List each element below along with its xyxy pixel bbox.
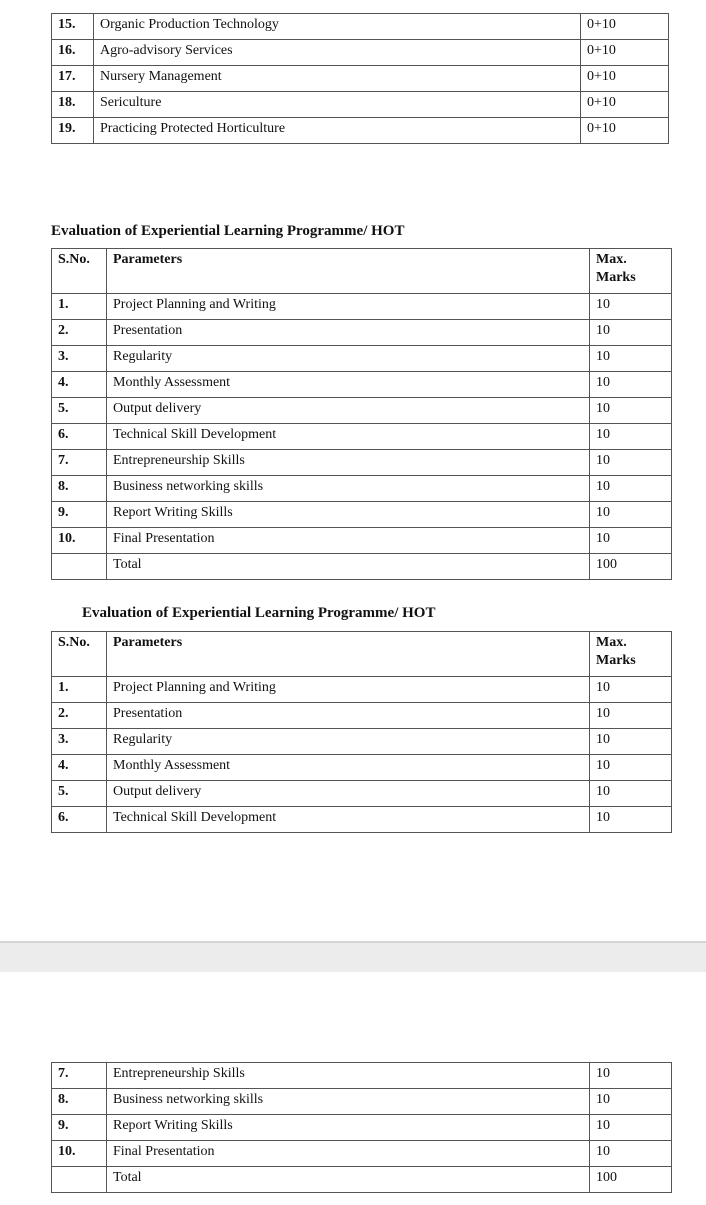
table-row	[52, 528, 672, 554]
table-row	[52, 92, 669, 118]
parameter-cell: Final Presentation	[107, 1141, 590, 1167]
table-row	[52, 703, 672, 729]
evaluation-table	[51, 631, 672, 833]
marks-cell: 10	[590, 807, 672, 833]
header-sno: S.No.	[52, 632, 107, 677]
table-row	[52, 1089, 672, 1115]
table-row	[52, 424, 672, 450]
parameter-cell: Final Presentation	[107, 528, 590, 554]
sno-cell: 8.	[52, 1089, 107, 1115]
table-row	[52, 40, 669, 66]
evaluation-table-continued	[51, 1062, 672, 1193]
marks-cell: 0+10	[581, 40, 669, 66]
parameter-cell: Monthly Assessment	[107, 755, 590, 781]
total-row	[52, 554, 672, 580]
table-row	[52, 450, 672, 476]
marks-cell: 10	[590, 502, 672, 528]
sno-cell: 1.	[52, 677, 107, 703]
table-row	[52, 14, 669, 40]
sno-cell: 4.	[52, 755, 107, 781]
sno-cell: 8.	[52, 476, 107, 502]
total-row	[52, 1167, 672, 1193]
table-row	[52, 320, 672, 346]
table-row	[52, 66, 669, 92]
marks-cell: 10	[590, 755, 672, 781]
parameter-cell: Presentation	[107, 320, 590, 346]
marks-cell: 10	[590, 1115, 672, 1141]
marks-cell: 10	[590, 294, 672, 320]
marks-cell: 10	[590, 781, 672, 807]
table-row	[52, 294, 672, 320]
header-max-marks: Max. Marks	[590, 249, 672, 294]
empty-cell	[52, 554, 107, 580]
page-break	[0, 941, 706, 972]
sno-cell: 9.	[52, 502, 107, 528]
sno-cell: 9.	[52, 1115, 107, 1141]
table-row	[52, 476, 672, 502]
total-label: Total	[107, 1167, 590, 1193]
parameter-cell: Business networking skills	[107, 476, 590, 502]
marks-cell: 0+10	[581, 92, 669, 118]
parameter-cell: Entrepreneurship Skills	[107, 1063, 590, 1089]
parameter-cell: Output delivery	[107, 398, 590, 424]
course-name-cell: Sericulture	[94, 92, 581, 118]
sno-cell: 7.	[52, 450, 107, 476]
sno-cell: 10.	[52, 528, 107, 554]
parameter-cell: Project Planning and Writing	[107, 294, 590, 320]
sno-cell: 17.	[52, 66, 94, 92]
marks-cell: 0+10	[581, 14, 669, 40]
table-row	[52, 1141, 672, 1167]
parameter-cell: Technical Skill Development	[107, 807, 590, 833]
sno-cell: 2.	[52, 703, 107, 729]
section-title: Evaluation of Experiential Learning Programme/ HOT	[82, 605, 436, 621]
header-max-marks: Max. Marks	[590, 632, 672, 677]
sno-cell: 5.	[52, 781, 107, 807]
marks-cell: 10	[590, 703, 672, 729]
header-sno: S.No.	[52, 249, 107, 294]
sno-cell: 3.	[52, 729, 107, 755]
marks-cell: 10	[590, 424, 672, 450]
table-row	[52, 372, 672, 398]
table-header-row	[52, 249, 672, 294]
table-row	[52, 677, 672, 703]
sno-cell: 10.	[52, 1141, 107, 1167]
parameter-cell: Monthly Assessment	[107, 372, 590, 398]
table-row	[52, 781, 672, 807]
marks-cell: 10	[590, 320, 672, 346]
sno-cell: 4.	[52, 372, 107, 398]
marks-cell: 10	[590, 677, 672, 703]
total-label: Total	[107, 554, 590, 580]
empty-cell	[52, 1167, 107, 1193]
parameter-cell: Presentation	[107, 703, 590, 729]
course-name-cell: Organic Production Technology	[94, 14, 581, 40]
marks-cell: 10	[590, 476, 672, 502]
table-row	[52, 118, 669, 144]
sno-cell: 19.	[52, 118, 94, 144]
sno-cell: 15.	[52, 14, 94, 40]
sno-cell: 1.	[52, 294, 107, 320]
course-name-cell: Practicing Protected Horticulture	[94, 118, 581, 144]
marks-cell: 10	[590, 528, 672, 554]
course-name-cell: Nursery Management	[94, 66, 581, 92]
marks-cell: 0+10	[581, 66, 669, 92]
header-parameters: Parameters	[107, 249, 590, 294]
parameter-cell: Project Planning and Writing	[107, 677, 590, 703]
table-row	[52, 729, 672, 755]
sno-cell: 18.	[52, 92, 94, 118]
course-name-cell: Agro-advisory Services	[94, 40, 581, 66]
marks-cell: 10	[590, 1141, 672, 1167]
marks-cell: 10	[590, 346, 672, 372]
sno-cell: 16.	[52, 40, 94, 66]
sno-cell: 7.	[52, 1063, 107, 1089]
sno-cell: 3.	[52, 346, 107, 372]
course-table	[51, 13, 669, 144]
total-marks: 100	[590, 554, 672, 580]
sno-cell: 6.	[52, 807, 107, 833]
parameter-cell: Output delivery	[107, 781, 590, 807]
marks-cell: 10	[590, 1063, 672, 1089]
marks-cell: 0+10	[581, 118, 669, 144]
table-row	[52, 807, 672, 833]
table-row	[52, 1115, 672, 1141]
sno-cell: 5.	[52, 398, 107, 424]
header-parameters: Parameters	[107, 632, 590, 677]
parameter-cell: Regularity	[107, 346, 590, 372]
parameter-cell: Report Writing Skills	[107, 1115, 590, 1141]
table-row	[52, 346, 672, 372]
parameter-cell: Technical Skill Development	[107, 424, 590, 450]
marks-cell: 10	[590, 729, 672, 755]
sno-cell: 6.	[52, 424, 107, 450]
table-row	[52, 1063, 672, 1089]
table-header-row	[52, 632, 672, 677]
parameter-cell: Entrepreneurship Skills	[107, 450, 590, 476]
evaluation-table	[51, 248, 672, 580]
marks-cell: 10	[590, 372, 672, 398]
marks-cell: 10	[590, 450, 672, 476]
parameter-cell: Regularity	[107, 729, 590, 755]
total-marks: 100	[590, 1167, 672, 1193]
marks-cell: 10	[590, 398, 672, 424]
table-row	[52, 502, 672, 528]
parameter-cell: Business networking skills	[107, 1089, 590, 1115]
section-title: Evaluation of Experiential Learning Programme/ HOT	[51, 223, 405, 239]
sno-cell: 2.	[52, 320, 107, 346]
table-row	[52, 398, 672, 424]
parameter-cell: Report Writing Skills	[107, 502, 590, 528]
table-row	[52, 755, 672, 781]
marks-cell: 10	[590, 1089, 672, 1115]
